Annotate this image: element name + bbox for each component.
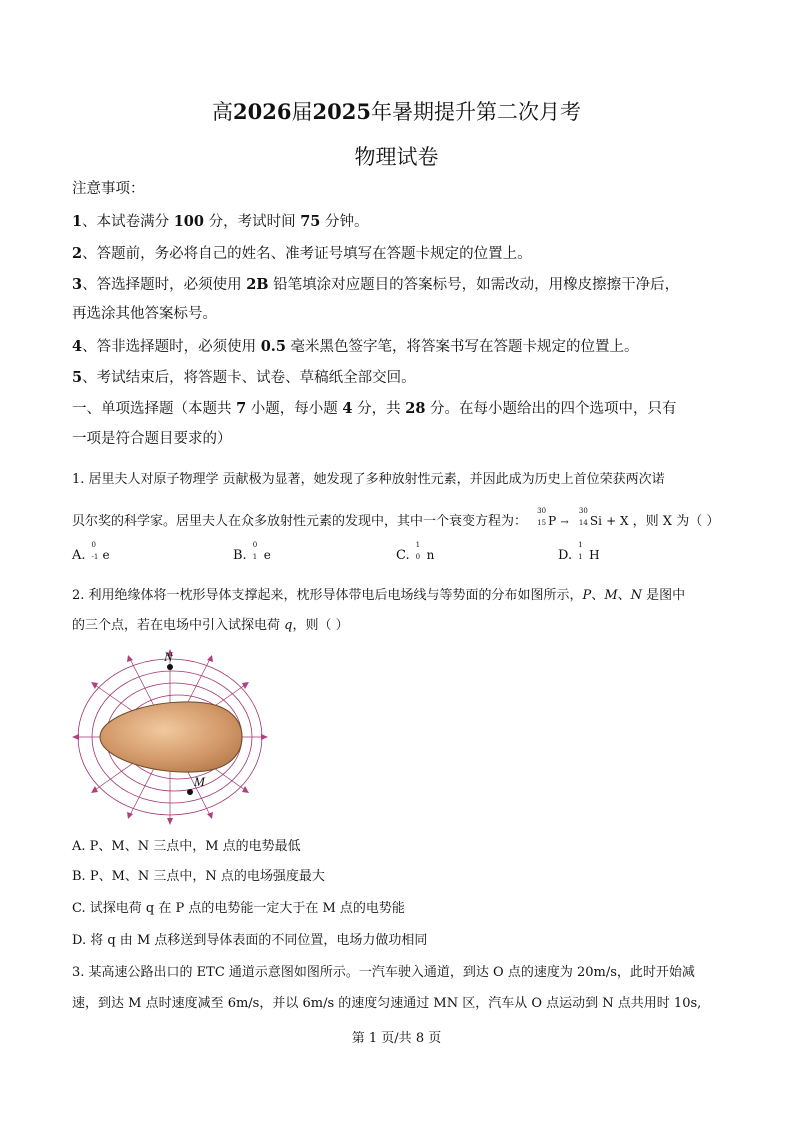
q1-option-d[interactable]: D. 1 1 H [558,541,600,563]
q3-line-1: 3. 某高速公路出口的 ETC 通道示意图如图所示。一汽车驶入通道，到达 O 点的速度为 20m/s，此时开始减 [72,965,695,980]
title-year-1: 2026 [233,99,292,124]
q2-option-c[interactable]: C. 试探电荷 q 在 P 点的电势能一定大于在 M 点的电势能 [72,901,405,916]
point-n [167,664,173,670]
title-year-2: 2025 [312,99,371,124]
q2-option-a[interactable]: A. P、M、N 三点中，M 点的电势最低 [72,839,301,854]
exam-subtitle: 物理试卷 [354,145,439,169]
note-5: 5、考试结束后，将答题卡、试卷、草稿纸全部交回。 [72,369,416,386]
q1-line-1: 1. 居里夫人对原子物理学 贡献极为显著，她发现了多种放射性元素，并因此成为历史上首位荣获两次诺 [72,472,665,487]
note-4: 4、答非选择题时，必须使用 0.5 毫米黑色签字笔，将答案书写在答题卡规定的位置上。 [72,338,639,355]
q1-line-2: 贝尔奖的科学家。居里夫人在众多放射性元素的发现中，其中一个衰变方程为： 30 15 P → 30 14 Si + X ，则 X 为（ ） [72,507,720,529]
q2-option-d[interactable]: D. 将 q 由 M 点移送到导体表面的不同位置，电场力做功相同 [72,933,428,948]
note-1: 1、本试卷满分 100 分，考试时间 75 分钟。 [72,213,369,230]
eq-silicon: 30 14 Si [578,507,602,528]
exam-title [0,96,793,126]
label-n: N [164,649,173,664]
note-2: 2、答题前，务必将自己的姓名、准考证号填写在答题卡规定的位置上。 [72,245,532,262]
q1-option-c[interactable]: C. 1 0 n [396,541,435,563]
title-text: 届 [291,100,313,124]
note-3: 3、答选择题时，必须使用 2B 铅笔填涂对应题目的答案标号，如需改动，用橡皮擦擦干净后， [72,276,680,293]
conductor-body [100,702,242,772]
title-text: 高 [212,100,234,124]
q1-option-b[interactable]: B. 0 1 e [233,541,271,563]
note-3-line-2: 再选涂其他答案标号。 [72,306,217,322]
field-figure [70,645,270,825]
section-1-heading-line-2: 一项是符合题目要求的） [72,431,232,447]
q1-option-a[interactable]: A. 0 -1 e [72,541,110,563]
q3-line-2: 速，到达 M 点时速度减至 6m/s，并以 6m/s 的速度匀速通过 MN 区，汽车从 O 点运动到 N 点共用时 10s, [72,996,702,1011]
eq-phosphorus: 30 15 P [537,507,557,528]
label-m: M [194,774,205,789]
q2-line-1: 2. 利用绝缘体将一枕形导体支撑起来，枕形导体带电后电场线与等势面的分布如图所示，P、M、N 是图中 [72,588,686,603]
q2-option-b[interactable]: B. P、M、N 三点中，N 点的电场强度最大 [72,869,325,884]
page-footer: 第 1 页/共 8 页 [351,1031,442,1046]
title-text: 年暑期提升第二次月考 [370,100,581,124]
section-1-heading: 一、单项选择题（本题共 7 小题，每小题 4 分，共 28 分。在每小题给出的四个选项中，只有 [72,400,677,417]
point-m [187,789,193,795]
q2-line-2: 的三个点，若在电场中引入试探电荷 q，则（ ） [72,618,349,633]
notes-heading: 注意事项： [72,181,145,197]
